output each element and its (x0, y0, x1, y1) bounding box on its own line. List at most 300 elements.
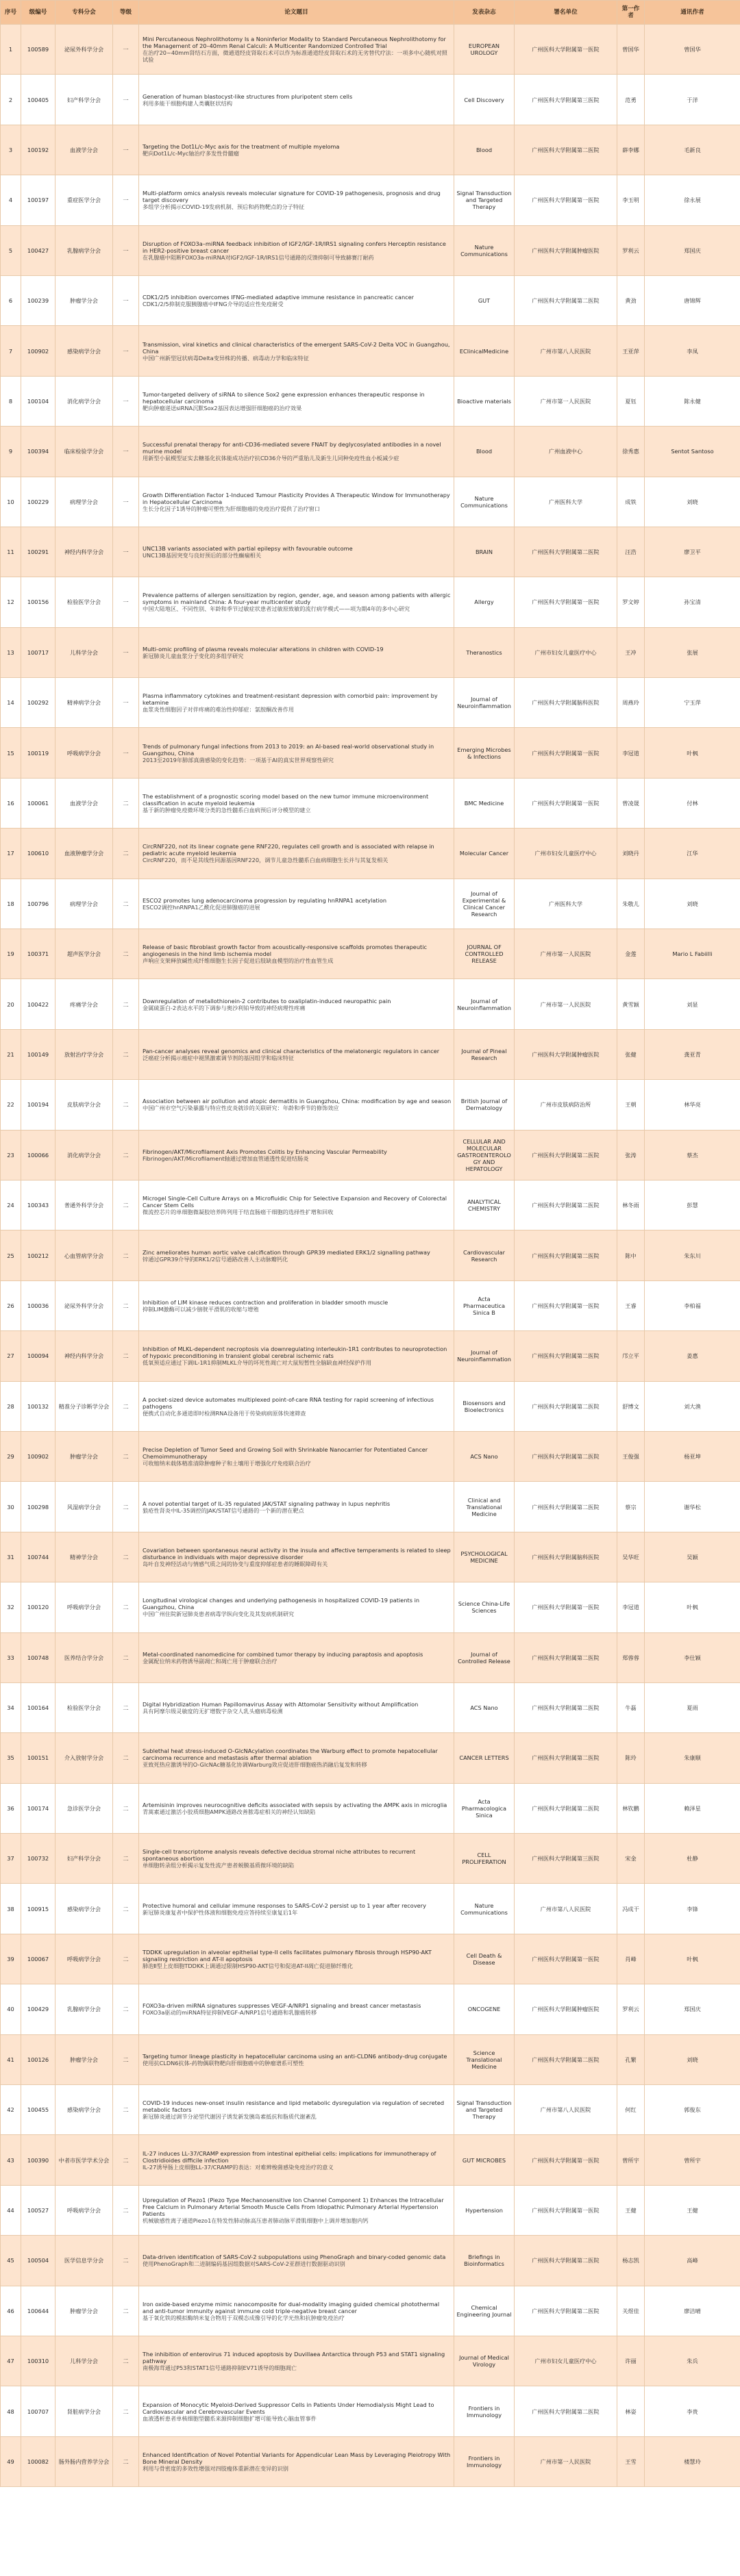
cell-journal: Journal of Medical Virology (454, 2336, 515, 2386)
cell-title (139, 75, 454, 125)
cell-code: 100504 (21, 2236, 56, 2286)
title-chinese: 利用与骨密度的多效性增强对四肢瘦体重新潜在变异的识别 (143, 2464, 288, 2472)
title-english: Data-driven identification of SARS-CoV-2 subpopulations using PhenoGraph and binary-coded genomic data (143, 2253, 446, 2261)
cell-no: 19 (1, 929, 21, 979)
table-row (1, 75, 740, 125)
title-chinese: 声响应支架释放碱性成纤维细胞生长因子促进后肢缺血模型的治疗性血管生成 (143, 957, 334, 965)
table-row (1, 1682, 740, 1732)
cell-unit: 广州医科大学附属第一医院 (515, 1280, 617, 1330)
cell-title (139, 2286, 454, 2336)
cell-first-author: 罗利云 (617, 1984, 645, 2034)
title-chinese: 泛癌症分析揭示癌症中褪黑激素调节剂的基因组学和临床特征 (143, 1055, 295, 1061)
cell-code: 100291 (21, 527, 56, 577)
cell-no: 21 (1, 1029, 21, 1079)
cell-no: 3 (1, 125, 21, 175)
cell-grade: 一 (113, 75, 139, 125)
title-chinese: 单细胞转录组分析揭示复发性流产患者蜕膜基质微环境的缺陷 (143, 1862, 295, 1869)
cell-dept: 病理学分会 (56, 477, 113, 527)
cell-code: 100094 (21, 1331, 56, 1381)
title-english: ESCO2 promotes lung adenocarcinoma progression by regulating hnRNPA1 acetylation (143, 896, 387, 904)
cell-journal: Clinical and Translational Medicine (454, 1482, 515, 1532)
title-chinese: 新冠肺炎康复者中保护性体液和细胞免疫应答持续至康复后1年 (143, 1908, 298, 1916)
cell-dept: 呼吸病学分会 (56, 2185, 113, 2235)
cell-journal: EUROPEAN UROLOGY (454, 25, 515, 75)
cell-unit: 广州医科大学附属第一医院 (515, 2185, 617, 2235)
cell-no: 26 (1, 1280, 21, 1330)
cell-unit: 广州医科大学附属第二医院 (515, 1783, 617, 1833)
cell-title (139, 1834, 454, 1884)
cell-journal: ACS Nano (454, 1682, 515, 1732)
cell-corresponding-author: 杨亚坤 (645, 1431, 740, 1481)
title-english: Prevalence patterns of allergen sensitization by region, gender, age, and season among patients with allergic symptoms in mainland China: A four-year multicenter study (143, 592, 451, 606)
cell-no: 44 (1, 2185, 21, 2235)
cell-journal: Biosensors and Bioelectronics (454, 1381, 515, 1431)
cell-code: 100239 (21, 275, 56, 325)
cell-corresponding-author: 高峰 (645, 2236, 740, 2286)
cell-grade: 一 (113, 627, 139, 677)
cell-code: 100229 (21, 477, 56, 527)
cell-first-author: 舒博文 (617, 1381, 645, 1431)
cell-dept: 超声医学分会 (56, 929, 113, 979)
cell-code: 100119 (21, 728, 56, 778)
cell-journal: Bioactive materials (454, 376, 515, 426)
cell-first-author: 罗利云 (617, 225, 645, 275)
cell-title (139, 979, 454, 1029)
title-english: Metal-coordinated nanomedicine for combined tumor therapy by inducing paraptosis and apoptosis (143, 1650, 423, 1658)
table-row (1, 225, 740, 275)
cell-code: 100212 (21, 1230, 56, 1280)
title-chinese: Fibrinogen/AKT/Microfilament轴通过增加血管通透性促进结肠炎 (143, 1154, 309, 1162)
header-corresponding-author: 通讯作者 (645, 1, 740, 25)
cell-journal: Signal Transduction and Targeted Therapy (454, 2085, 515, 2135)
cell-code: 100405 (21, 75, 56, 125)
cell-no: 10 (1, 477, 21, 527)
cell-dept: 皮肤病学分会 (56, 1080, 113, 1130)
cell-corresponding-author: 姜惠 (645, 1331, 740, 1381)
cell-code: 100197 (21, 175, 56, 225)
cell-grade: 一 (113, 175, 139, 225)
cell-unit: 广州医科大学附属肿瘤医院 (515, 1984, 617, 2034)
cell-title (139, 2185, 454, 2235)
cell-journal: Journal of Neuroinflammation (454, 678, 515, 728)
cell-dept: 肠外肠内营养学分会 (56, 2436, 113, 2486)
cell-journal: Blood (454, 125, 515, 175)
cell-corresponding-author: 刘晓 (645, 2034, 740, 2084)
cell-unit: 广州医科大学附属肿瘤医院 (515, 225, 617, 275)
cell-corresponding-author: 李锋 (645, 1884, 740, 1934)
cell-title (139, 778, 454, 828)
cell-unit: 广州医科大学附属第二医院 (515, 1431, 617, 1481)
title-chinese: 金属配位纳米药物诱导副凋亡和凋亡用于肿瘤联合治疗 (143, 1657, 278, 1665)
cell-grade: 一 (113, 125, 139, 175)
cell-no: 35 (1, 1733, 21, 1783)
cell-journal: CANCER LETTERS (454, 1733, 515, 1783)
cell-first-author: 宋金 (617, 1834, 645, 1884)
cell-dept: 消化病学分会 (56, 376, 113, 426)
cell-journal: Allergy (454, 577, 515, 627)
title-chinese: ESCO2调控hnRNPA1乙酰化促进肺腺癌的进展 (143, 903, 260, 911)
table-row (1, 1632, 740, 1682)
cell-unit: 广州医科大学附属第二医院 (515, 1180, 617, 1230)
cell-first-author: 王冲 (617, 627, 645, 677)
cell-title (139, 1280, 454, 1330)
cell-no: 31 (1, 1532, 21, 1582)
cell-unit: 广州医科大学附属第三医院 (515, 1834, 617, 1884)
title-english: Multi-platform omics analysis reveals molecular signature for COVID-19 pathogenesis, prognosis and drug target discovery (143, 190, 441, 204)
cell-corresponding-author: 唐锦辉 (645, 275, 740, 325)
cell-first-author: 林钦鹏 (617, 1783, 645, 1833)
cell-title (139, 879, 454, 929)
cell-grade: 二 (113, 2034, 139, 2084)
cell-grade: 二 (113, 2386, 139, 2436)
cell-title (139, 1632, 454, 1682)
title-english: TDDKK upregulation in alveolar epithelial type-II cells facilitates pulmonary fibrosis through HSP90-AKT signaling restriction and AT-II apoptosis (143, 1949, 432, 1963)
cell-unit: 广州医科大学 (515, 477, 617, 527)
table-row (1, 778, 740, 828)
cell-code: 100036 (21, 1280, 56, 1330)
cell-code: 100371 (21, 929, 56, 979)
cell-title (139, 275, 454, 325)
cell-dept: 精神病学分会 (56, 678, 113, 728)
table-row (1, 678, 740, 728)
cell-first-author: 范勇 (617, 75, 645, 125)
cell-grade: 二 (113, 1682, 139, 1732)
cell-no: 49 (1, 2436, 21, 2486)
title-chinese: 微流控芯片的单细胞微凝胶培养阵列用于结直肠癌干细胞的选择性扩增和回收 (143, 1209, 334, 1216)
cell-first-author: 林姿 (617, 2386, 645, 2436)
cell-unit: 广州医科大学附属第二医院 (515, 527, 617, 577)
cell-journal: BMC Medicine (454, 778, 515, 828)
cell-unit: 广州医科大学附属第二医院 (515, 2386, 617, 2436)
cell-corresponding-author: 付林 (645, 778, 740, 828)
cell-dept: 病理学分会 (56, 879, 113, 929)
cell-corresponding-author: 郑国庆 (645, 1984, 740, 2034)
title-english: A pocket-sized device automates multiplexed point-of-care RNA testing for rapid screening of infectious pathogens (143, 1396, 434, 1410)
table-row (1, 1984, 740, 2034)
cell-dept: 呼吸病学分会 (56, 1934, 113, 1984)
cell-title (139, 427, 454, 477)
cell-grade: 一 (113, 577, 139, 627)
cell-grade: 二 (113, 1532, 139, 1582)
cell-dept: 肿瘤学分会 (56, 1431, 113, 1481)
title-chinese: IL-27诱导肠上皮细胞LL-37/CRAMP的表达：对难辨梭菌感染免疫治疗的意义 (143, 2163, 334, 2171)
cell-grade: 二 (113, 2236, 139, 2286)
cell-corresponding-author: 李凤 (645, 326, 740, 376)
cell-journal: Frontiers in Immunology (454, 2436, 515, 2486)
title-chinese: 在乳腺癌中阻断FOXO3a-miRNA对IGF2/IGF-1R/IRS1信号通路的反馈抑制可导致赫赛汀耐药 (143, 253, 374, 261)
cell-grade: 一 (113, 477, 139, 527)
cell-journal: Nature Communications (454, 225, 515, 275)
cell-corresponding-author: 曾国华 (645, 25, 740, 75)
cell-code: 100390 (21, 2135, 56, 2185)
cell-first-author: 张健 (617, 1029, 645, 1079)
cell-corresponding-author: 王健 (645, 2185, 740, 2235)
cell-dept: 妇产科学分会 (56, 1834, 113, 1884)
cell-dept: 神经内科学分会 (56, 1331, 113, 1381)
cell-first-author: 曾国华 (617, 25, 645, 75)
cell-no: 40 (1, 1984, 21, 2034)
table-row (1, 2336, 740, 2386)
cell-code: 100066 (21, 1130, 56, 1180)
cell-unit: 广州医科大学附属第一医院 (515, 1934, 617, 1984)
cell-title (139, 2236, 454, 2286)
cell-journal: Briefings in Bioinformatics (454, 2236, 515, 2286)
title-english: IL-27 induces LL-37/CRAMP expression from intestinal epithelial cells: implications for immunotherapy of Clostridioides difficile infection (143, 2149, 436, 2164)
cell-dept: 检验医学分会 (56, 577, 113, 627)
title-english: Precise Depletion of Tumor Seed and Growing Soil with Shrinkable Nanocarrier for Potentiated Cancer Chemoimmunotherapy (143, 1446, 428, 1461)
title-english: Growth Differentiation Factor 1-Induced Tumour Plasticity Provides A Therapeutic Window for Immunotherapy in Hepatocellular Carcinoma (143, 491, 450, 505)
title-chinese: 中国大陆地区、不同性别、年龄和季节过敏症状患者过敏原致敏的流行病学模式——项为期4年的多中心研究 (143, 605, 410, 613)
cell-corresponding-author: 李仕颖 (645, 1632, 740, 1682)
table-row (1, 979, 740, 1029)
cell-grade: 二 (113, 1482, 139, 1532)
cell-corresponding-author: 朱东川 (645, 1230, 740, 1280)
table-row (1, 1884, 740, 1934)
cell-grade: 二 (113, 2185, 139, 2235)
cell-code: 100455 (21, 2085, 56, 2135)
title-english: Inhibition of MLKL-dependent necroptosis via downregulating interleukin-1R1 contributes to neuroprotection of hypoxic preconditioning in transient global cerebral ischemic rats (143, 1346, 447, 1360)
cell-corresponding-author: 李柏福 (645, 1280, 740, 1330)
cell-journal: Signal Transduction and Targeted Therapy (454, 175, 515, 225)
cell-code: 100744 (21, 1532, 56, 1582)
cell-journal: Cell Discovery (454, 75, 515, 125)
title-english: CDK1/2/5 inhibition overcomes IFNG-mediated adaptive immune resistance in pancreatic cancer (143, 294, 415, 301)
cell-code: 100732 (21, 1834, 56, 1884)
header-no: 序号 (1, 1, 21, 25)
table-row (1, 728, 740, 778)
cell-journal: BRAIN (454, 527, 515, 577)
cell-title (139, 627, 454, 677)
table-row (1, 627, 740, 677)
cell-title (139, 1733, 454, 1783)
cell-unit: 广州市第一人民医院 (515, 979, 617, 1029)
cell-no: 4 (1, 175, 21, 225)
cell-grade: 二 (113, 1984, 139, 2034)
cell-corresponding-author: 吴颖 (645, 1532, 740, 1582)
cell-corresponding-author: 刘晓 (645, 477, 740, 527)
title-english: Tumor-targeted delivery of siRNA to silence Sox2 gene expression enhances therapeutic response in hepatocellular carcinoma (143, 390, 425, 405)
cell-no: 37 (1, 1834, 21, 1884)
cell-grade: 一 (113, 326, 139, 376)
cell-no: 2 (1, 75, 21, 125)
cell-no: 41 (1, 2034, 21, 2084)
cell-unit: 广州医科大学附属第二医院 (515, 1230, 617, 1280)
cell-no: 36 (1, 1783, 21, 1833)
cell-grade: 二 (113, 2436, 139, 2486)
title-english: Inhibition of LIM kinase reduces contraction and proliferation in bladder smooth muscle (143, 1298, 388, 1306)
cell-first-author: 王朝 (617, 1080, 645, 1130)
cell-code: 100427 (21, 225, 56, 275)
cell-first-author: 林冬雨 (617, 1180, 645, 1230)
cell-dept: 肾脏病学分会 (56, 2386, 113, 2436)
cell-title (139, 1381, 454, 1431)
cell-code: 100796 (21, 879, 56, 929)
cell-corresponding-author: 夏雨 (645, 1682, 740, 1732)
title-english: Microgel Single-Cell Culture Arrays on a Microfluidic Chip for Selective Expansion and Recovery of Colorectal Cancer Stem Cells (143, 1195, 447, 1209)
cell-first-author: 李冠道 (617, 728, 645, 778)
cell-corresponding-author: 叶枫 (645, 1582, 740, 1632)
cell-no: 23 (1, 1130, 21, 1180)
table-row (1, 1130, 740, 1180)
title-english: Enhanced Identification of Novel Potential Variants for Appendicular Lean Mass by Leveraging Pleiotropy With Bone Mineral Density (143, 2451, 451, 2465)
cell-unit: 广州市第一人民医院 (515, 376, 617, 426)
cell-unit: 广州医科大学附属第一医院 (515, 728, 617, 778)
cell-unit: 广州医科大学附属第二医院 (515, 275, 617, 325)
table-row (1, 1331, 740, 1381)
cell-journal: ANALYTICAL CHEMISTRY (454, 1180, 515, 1230)
cell-code: 100126 (21, 2034, 56, 2084)
cell-code: 100902 (21, 326, 56, 376)
cell-no: 5 (1, 225, 21, 275)
cell-title (139, 1431, 454, 1481)
table-row (1, 1180, 740, 1230)
title-english: Trends of pulmonary fungal infections from 2013 to 2019: an AI-based real-world observational study in Guangzhou, China (143, 742, 434, 757)
cell-journal: ACS Nano (454, 1431, 515, 1481)
cell-title (139, 477, 454, 527)
title-chinese: 抑制LIM激酶可以减少膀胱平滑肌的收缩与增殖 (143, 1305, 259, 1313)
cell-grade: 二 (113, 929, 139, 979)
title-english: A novel potential target of IL-35 regulated JAK/STAT signaling pathway in lupus nephritis (143, 1500, 391, 1507)
title-chinese: 血浆炎性细胞因子对伴疼痛的难治性抑郁症：氯胺酮改善作用 (143, 706, 295, 714)
cell-dept: 医学信息学分会 (56, 2236, 113, 2286)
cell-title (139, 175, 454, 225)
cell-corresponding-author: 赖泽星 (645, 1783, 740, 1833)
title-chinese: 新冠肺炎通过调节分泌型代谢因子诱发新发胰岛素抵抗和脂质代谢紊乱 (143, 2113, 317, 2121)
cell-dept: 血液肿瘤学分会 (56, 829, 113, 879)
cell-journal: Emerging Microbes & Infections (454, 728, 515, 778)
title-chinese: 可收缩纳米载体精准清除肿瘤种子和土壤用于增强化疗免疫联合治疗 (143, 1460, 311, 1467)
cell-dept: 重症医学分会 (56, 175, 113, 225)
cell-dept: 急诊医学分会 (56, 1783, 113, 1833)
table-row (1, 2436, 740, 2486)
cell-dept: 感染病学分会 (56, 1884, 113, 1934)
cell-dept: 儿科学分会 (56, 2336, 113, 2386)
table-row (1, 1080, 740, 1130)
cell-corresponding-author: 郭俊东 (645, 2085, 740, 2135)
cell-journal: EClinicalMedicine (454, 326, 515, 376)
cell-dept: 疼痛学分会 (56, 979, 113, 1029)
title-english: The inhibition of enterovirus 71 induced apoptosis by Duvillaea Antarctica through P53 and STAT1 signaling pathway (143, 2351, 445, 2365)
cell-grade: 二 (113, 1783, 139, 1833)
cell-unit: 广州医科大学 (515, 879, 617, 929)
cell-code: 100067 (21, 1934, 56, 1984)
cell-title (139, 1884, 454, 1934)
cell-journal: GUT MICROBES (454, 2135, 515, 2185)
title-chinese: 锌通过GPR39介导的ERK1/2信号通路改善人主动脉瓣钙化 (143, 1255, 288, 1263)
cell-journal: Journal of Experimental & Clinical Cancer Research (454, 879, 515, 929)
cell-no: 47 (1, 2336, 21, 2386)
cell-title (139, 1331, 454, 1381)
cell-title (139, 25, 454, 75)
cell-no: 7 (1, 326, 21, 376)
title-english: Fibrinogen/AKT/Microfilament Axis Promotes Colitis by Enhancing Vascular Permeability (143, 1148, 387, 1155)
cell-no: 20 (1, 979, 21, 1029)
cell-title (139, 225, 454, 275)
cell-grade: 二 (113, 1180, 139, 1230)
cell-unit: 广州市第八人民医院 (515, 2085, 617, 2135)
cell-grade: 二 (113, 778, 139, 828)
cell-unit: 广州医科大学附属第一医院 (515, 778, 617, 828)
table-header-row (1, 1, 740, 25)
cell-no: 48 (1, 2386, 21, 2436)
cell-dept: 肿瘤学分会 (56, 2034, 113, 2084)
cell-grade: 二 (113, 1733, 139, 1783)
cell-corresponding-author: 毛新良 (645, 125, 740, 175)
cell-first-author: 陈玲 (617, 1733, 645, 1783)
table-row (1, 2236, 740, 2286)
cell-no: 28 (1, 1381, 21, 1431)
cell-journal: GUT (454, 275, 515, 325)
cell-journal: Chemical Engineering Journal (454, 2286, 515, 2336)
cell-grade: 二 (113, 1230, 139, 1280)
cell-title (139, 1582, 454, 1632)
cell-first-author: 杨志凯 (617, 2236, 645, 2286)
cell-journal: Hypertension (454, 2185, 515, 2235)
title-english: Single-cell transcriptome analysis reveals defective decidua stromal niche attributes to recurrent spontaneous abortion (143, 1848, 416, 1862)
cell-corresponding-author: 孙宝清 (645, 577, 740, 627)
cell-unit: 广州医科大学附属第二医院 (515, 1130, 617, 1180)
cell-unit: 广州市妇女儿童医疗中心 (515, 627, 617, 677)
cell-no: 15 (1, 728, 21, 778)
cell-title (139, 1783, 454, 1833)
title-chinese: 亚致死热应激诱导的O-GlcNAc糖基化协调Warburg效应促进肝细胞癌热消融后复发和转移 (143, 1761, 367, 1769)
table-row (1, 1431, 740, 1481)
cell-first-author: 金莲 (617, 929, 645, 979)
table-row (1, 2185, 740, 2235)
cell-journal: PSYCHOLOGICAL MEDICINE (454, 1532, 515, 1582)
cell-code: 100174 (21, 1783, 56, 1833)
cell-unit: 广州医科大学附属肿瘤医院 (515, 1029, 617, 1079)
cell-title (139, 1130, 454, 1180)
cell-grade: 二 (113, 1331, 139, 1381)
table-row (1, 929, 740, 979)
cell-grade: 一 (113, 225, 139, 275)
cell-code: 100589 (21, 25, 56, 75)
title-chinese: 肺泡Ⅱ型上皮细胞TDDKK上调通过限制HSP90-AKT信号和促进AT-II凋亡促进肺纤维化 (143, 1962, 354, 1970)
cell-journal: Cardiovascular Research (454, 1230, 515, 1280)
cell-journal: Journal of Pineal Research (454, 1029, 515, 1079)
title-chinese: 用新型小鼠模型证实去糖基化抗体能成功治疗抗CD36介导的严重胎儿及新生儿同种免疫性血小板减少症 (143, 455, 399, 462)
cell-grade: 二 (113, 1280, 139, 1330)
header-first-author: 第一作者 (617, 1, 645, 25)
cell-code: 100527 (21, 2185, 56, 2235)
cell-journal: Blood (454, 427, 515, 477)
cell-first-author: 王健 (617, 2185, 645, 2235)
table-row (1, 829, 740, 879)
cell-dept: 普通外科学分会 (56, 1180, 113, 1230)
cell-code: 100902 (21, 1431, 56, 1481)
cell-journal: Cell Death & Disease (454, 1934, 515, 1984)
cell-dept: 感染病学分会 (56, 326, 113, 376)
cell-no: 11 (1, 527, 21, 577)
title-english: UNC13B variants associated with partial epilepsy with favourable outcome (143, 545, 353, 553)
cell-first-author: 吴华旺 (617, 1532, 645, 1582)
cell-grade: 一 (113, 427, 139, 477)
title-english: Successful prenatal therapy for anti-CD36-mediated severe FNAIT by deglycosylated antibodies in a novel murine model (143, 441, 441, 455)
table-row (1, 1280, 740, 1330)
table-row (1, 376, 740, 426)
title-english: Zinc ameliorates human aortic valve calcification through GPR39 mediated ERK1/2 signalling pathway (143, 1248, 430, 1256)
cell-grade: 一 (113, 728, 139, 778)
cell-code: 100644 (21, 2286, 56, 2336)
cell-journal: Frontiers in Immunology (454, 2386, 515, 2436)
title-chinese: 中国广州住院新冠肺炎患者病毒学纵向变化及其发病机制研究 (143, 1611, 295, 1618)
cell-corresponding-author: 徐永展 (645, 175, 740, 225)
title-english: Plasma inflammatory cytokines and treatment-resistant depression with comorbid pain: improvement by ketamine (143, 692, 438, 707)
cell-dept: 介入放射学分会 (56, 1733, 113, 1783)
cell-first-author: 周燕玲 (617, 678, 645, 728)
cell-first-author: 王亚萍 (617, 326, 645, 376)
